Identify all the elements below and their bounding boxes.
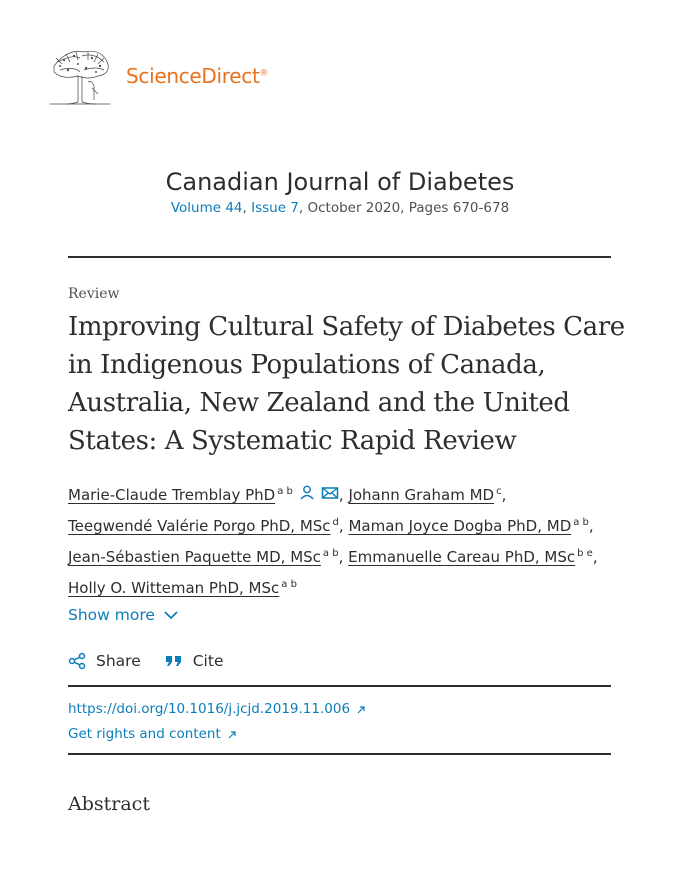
show-more-label: Show more xyxy=(68,606,155,624)
quote-icon xyxy=(165,654,183,668)
show-more-button[interactable] xyxy=(68,606,179,624)
person-icon[interactable] xyxy=(299,482,315,509)
affiliation-marker[interactable]: a b xyxy=(322,548,339,559)
envelope-icon[interactable] xyxy=(321,482,339,509)
share-label: Share xyxy=(96,652,141,670)
doi-text: https://doi.org/10.1016/j.jcjd.2019.11.006 xyxy=(68,701,351,717)
author-item xyxy=(348,517,593,535)
issue-link[interactable]: Issue 7 xyxy=(251,200,299,216)
article-actions xyxy=(68,652,247,670)
author-item xyxy=(68,579,297,597)
author-separator: , xyxy=(592,548,598,566)
affiliation-marker[interactable]: a b xyxy=(281,579,297,590)
brand-mark: ® xyxy=(259,68,269,79)
divider-bottom xyxy=(68,753,611,755)
sciencedirect-brand[interactable] xyxy=(126,64,268,88)
author-separator: , xyxy=(338,548,349,566)
affiliation-marker[interactable]: a b xyxy=(573,517,589,528)
author-item xyxy=(348,486,506,504)
elsevier-tree-logo[interactable] xyxy=(48,46,112,106)
brand-name[interactable]: ScienceDirect xyxy=(126,64,260,88)
affiliation-marker[interactable]: a b xyxy=(277,486,293,497)
affiliation-marker[interactable]: c xyxy=(496,486,502,497)
volume-issue-separator: , xyxy=(242,200,252,216)
author-link[interactable]: Marie-Claude Tremblay PhD xyxy=(68,486,276,504)
article-links xyxy=(68,697,366,747)
abstract-heading: Abstract xyxy=(68,793,150,815)
doi-link[interactable] xyxy=(68,697,366,722)
author-link[interactable]: Emmanuelle Careau PhD, MSc xyxy=(348,548,576,566)
journal-meta xyxy=(0,200,680,216)
author-item xyxy=(348,548,597,566)
external-link-icon xyxy=(227,730,237,740)
rights-link[interactable] xyxy=(68,722,366,747)
journal-title[interactable]: Canadian Journal of Diabetes xyxy=(165,168,515,196)
site-header xyxy=(48,46,268,106)
external-link-icon xyxy=(356,705,366,715)
share-button[interactable] xyxy=(68,652,141,670)
author-link[interactable]: Holly O. Witteman PhD, MSc xyxy=(68,579,280,597)
author-link[interactable]: Johann Graham MD xyxy=(348,486,495,504)
author-list xyxy=(68,478,628,602)
cite-label: Cite xyxy=(192,652,224,670)
rights-text: Get rights and content xyxy=(68,726,221,742)
share-icon xyxy=(68,652,86,670)
author-link[interactable]: Teegwendé Valérie Porgo PhD, MSc xyxy=(68,517,331,535)
divider-middle xyxy=(68,685,611,687)
article-title: Improving Cultural Safety of Diabetes Care in Indigenous Populations of Canada, Australia, New Zealand and the United States: A Systematic Rapid Review xyxy=(68,312,625,456)
volume-link[interactable]: Volume 44 xyxy=(170,200,243,216)
author-item xyxy=(68,517,348,535)
author-item xyxy=(68,486,348,504)
chevron-down-icon xyxy=(163,609,179,621)
author-separator: , xyxy=(501,486,507,504)
author-link[interactable]: Maman Joyce Dogba PhD, MD xyxy=(348,517,572,535)
journal-info xyxy=(0,168,680,216)
affiliation-marker[interactable]: d xyxy=(332,517,339,528)
affiliation-marker[interactable]: b e xyxy=(577,548,593,559)
cite-button[interactable] xyxy=(165,652,224,670)
author-item xyxy=(68,548,348,566)
article-type: Review xyxy=(68,286,120,302)
divider-top xyxy=(68,256,611,258)
date-pages: , October 2020, Pages 670-678 xyxy=(298,200,510,216)
author-separator: , xyxy=(338,486,349,504)
author-link[interactable]: Jean-Sébastien Paquette MD, MSc xyxy=(68,548,321,566)
author-separator: , xyxy=(588,517,594,535)
author-separator: , xyxy=(338,517,349,535)
